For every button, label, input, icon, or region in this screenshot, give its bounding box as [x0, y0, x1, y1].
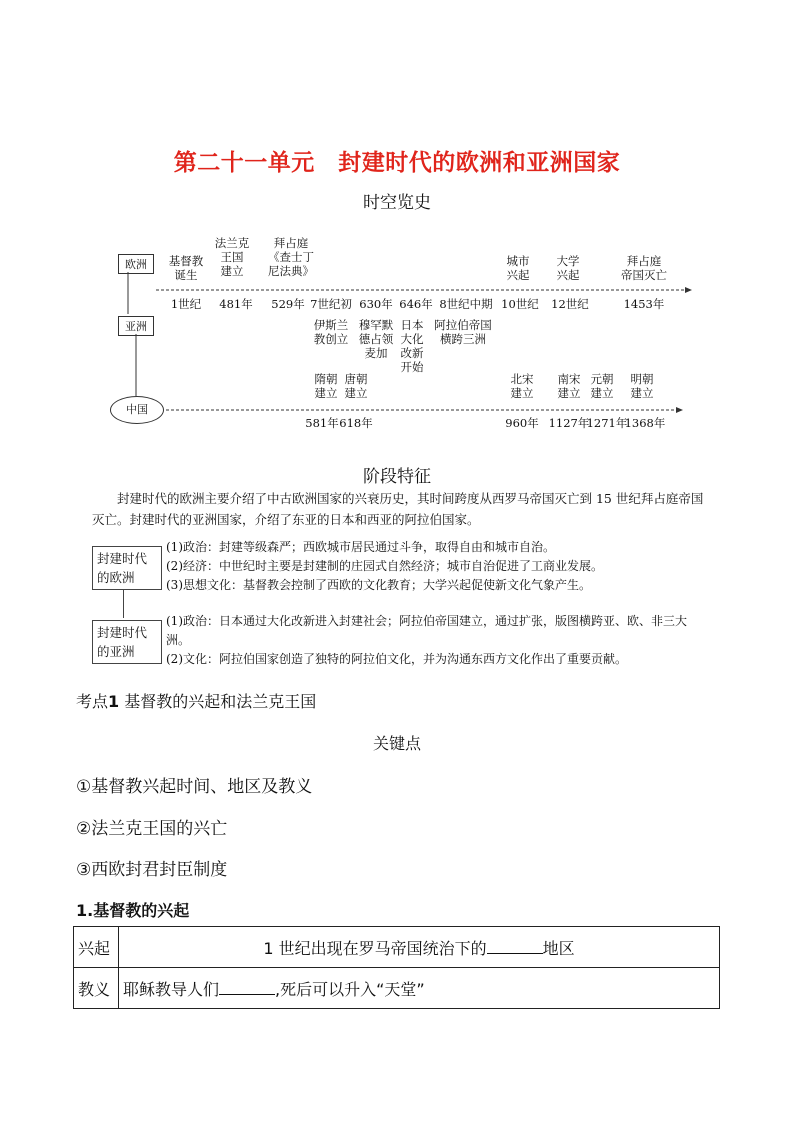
kaodian-prefix: 考点: [76, 692, 109, 711]
doctrine-suffix: ,死后可以升入“天堂”: [275, 979, 425, 999]
date-12th-century: 12世纪: [551, 297, 589, 311]
kaodian-topic: 基督教的兴起和法兰克王国: [124, 692, 317, 711]
date-618: 618年: [339, 416, 373, 430]
rise-suffix: 地区: [542, 938, 575, 958]
row-label-china: 中国: [110, 396, 164, 424]
date-1271: 1271年: [586, 416, 628, 430]
event-northern-song: 北宋 建立: [510, 372, 534, 400]
row-label-rise: 兴起: [74, 927, 119, 968]
event-cities-rise: 城市 兴起: [506, 254, 530, 282]
date-581: 581年: [305, 416, 339, 430]
table-row: [74, 927, 720, 968]
asia-point-politics: (1)政治：日本通过大化改新进入封建社会；阿拉伯帝国建立，通过扩张，版图横跨亚、欧、非三大洲。: [166, 614, 688, 647]
answer-blank-doctrine[interactable]: [219, 980, 275, 995]
europe-point-economy: (2)经济：中世纪时主要是封建制的庄园式自然经济；城市自治促进了工商业发展。: [166, 559, 604, 573]
europe-point-culture: (3)思想文化：基督教会控制了西欧的文化教育；大学兴起促使新文化气象产生。: [166, 578, 592, 592]
stage-intro: 封建时代的欧洲主要介绍了中古欧洲国家的兴衰历史，其时间跨度从西罗马帝国灭亡到 15 世纪拜占庭帝国灭亡。封建时代的亚洲国家，介绍了东亚的日本和西亚的阿拉伯国家。: [92, 491, 704, 527]
date-481: 481年: [219, 297, 253, 311]
date-529: 529年: [271, 297, 305, 311]
asia-label-box: 封建时代的亚洲: [92, 620, 162, 664]
table-row: [74, 968, 720, 1009]
event-frankish-kingdom: 法兰克 王国 建立: [214, 236, 250, 278]
event-christianity: 基督教 诞生: [168, 254, 204, 282]
europe-label-box: 封建时代的欧洲: [92, 546, 162, 590]
europe-points: [166, 538, 706, 595]
date-1368: 1368年: [624, 416, 666, 430]
connector-line: [123, 590, 124, 618]
date-1127: 1127年: [548, 416, 590, 430]
date-1453: 1453年: [623, 297, 665, 311]
event-sui-founded: 隋朝 建立: [314, 372, 338, 400]
answer-blank-region[interactable]: [487, 939, 543, 954]
europe-point-politics: (1)政治：封建等级森严；西欧城市居民通过斗争，取得自由和城市自治。: [166, 540, 556, 554]
event-ming: 明朝 建立: [630, 372, 654, 400]
event-byzantine-fall: 拜占庭 帝国灭亡: [621, 254, 667, 282]
event-muhammad-mecca: 穆罕默 德占领 麦加: [358, 318, 394, 360]
asia-point-culture: (2)文化：阿拉伯国家创造了独特的阿拉伯文化，并为沟通东西方文化作出了重要贡献。: [166, 652, 628, 666]
row-content-doctrine: [119, 968, 720, 1009]
rise-text: 1 世纪出现在罗马帝国统治下的: [263, 938, 487, 958]
page-title: 第二十一单元 封建时代的欧洲和亚洲国家: [173, 150, 621, 176]
section-title: 1.基督教的兴起: [76, 901, 190, 920]
date-646: 646年: [399, 297, 433, 311]
timeline: [0, 0, 794, 440]
row-label-asia: 亚洲: [118, 316, 154, 336]
date-10th-century: 10世纪: [501, 297, 539, 311]
kaodian-title: [76, 689, 316, 712]
event-universities-rise: 大学 兴起: [556, 254, 580, 282]
asia-points: [166, 612, 706, 669]
kaodian-number: 1: [108, 692, 120, 711]
timeline-axes: [0, 0, 794, 440]
row-label-doctrine: 教义: [74, 968, 119, 1009]
event-southern-song: 南宋 建立: [557, 372, 581, 400]
event-yuan: 元朝 建立: [590, 372, 614, 400]
row-label-europe: 欧洲: [118, 254, 154, 274]
date-1st-century: 1世纪: [170, 297, 202, 311]
event-arab-empire: 阿拉伯帝国 横跨三洲: [434, 318, 492, 346]
key-points-heading: 关键点: [372, 734, 421, 753]
timeline-heading: 时空览史: [363, 193, 431, 213]
christianity-table: [73, 926, 720, 1009]
key-point-1: ①基督教兴起时间、地区及教义: [76, 777, 313, 797]
date-8th-century: 8世纪中期: [439, 297, 493, 311]
key-point-3: ③西欧封君封臣制度: [76, 860, 228, 880]
event-taika-reform: 日本 大化 改新 开始: [400, 318, 424, 374]
date-630: 630年: [359, 297, 393, 311]
event-tang-founded: 唐朝 建立: [344, 372, 368, 400]
event-justinian-code: 拜占庭 《查士丁 尼法典》: [268, 236, 314, 278]
date-7th-century: 7世纪初: [310, 297, 352, 311]
stage-heading: 阶段特征: [363, 467, 431, 487]
row-content-rise: [119, 927, 720, 968]
event-islam-founded: 伊斯兰 教创立: [313, 318, 349, 346]
key-point-2: ②法兰克王国的兴亡: [76, 819, 228, 839]
doctrine-text: 耶稣教导人们: [123, 979, 220, 999]
date-960: 960年: [505, 416, 539, 430]
